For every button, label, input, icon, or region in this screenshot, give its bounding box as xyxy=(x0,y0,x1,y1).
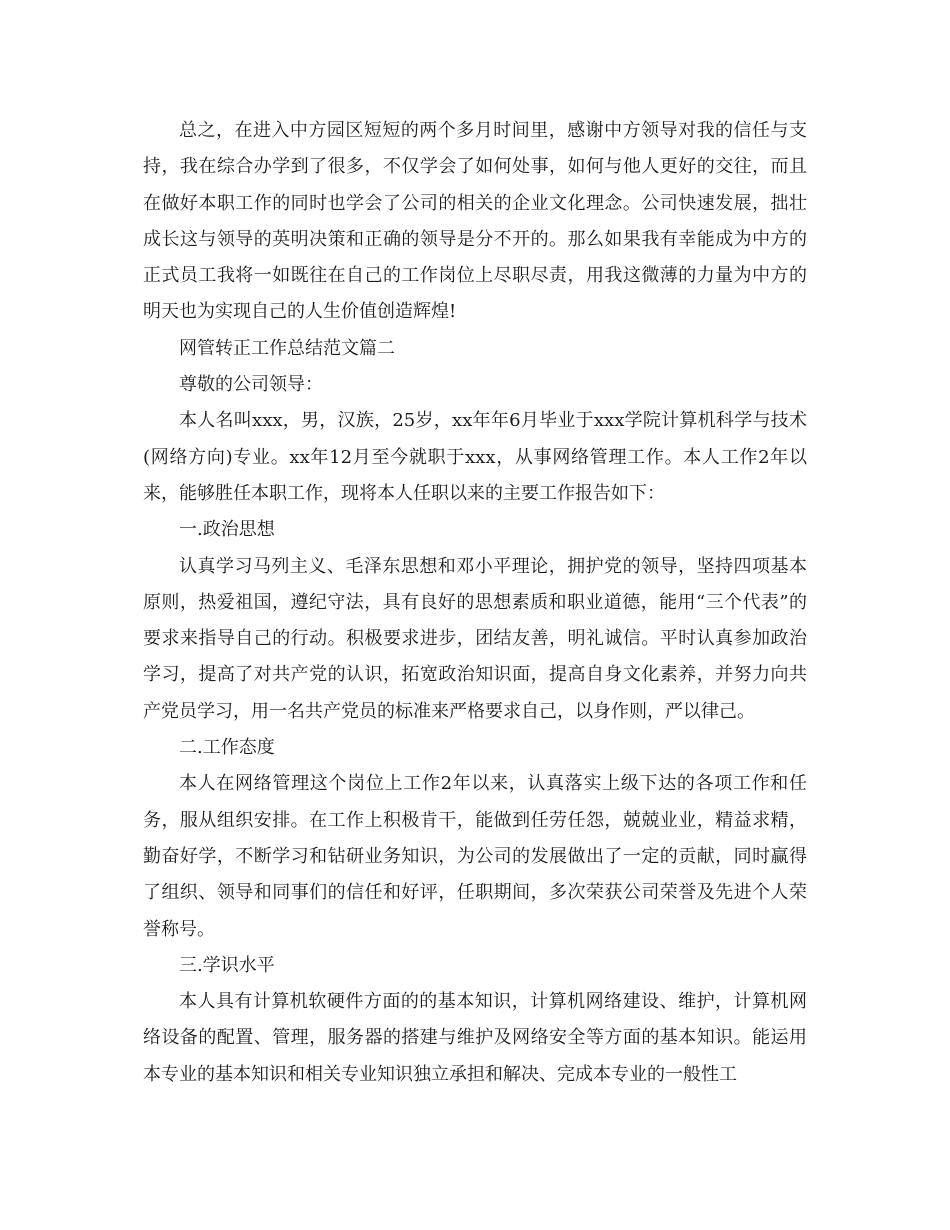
article-title: 网管转正工作总结范文篇二 xyxy=(179,337,395,359)
paragraph-introduction: 本人名叫xxx，男，汉族，25岁，xx年年6月毕业于xxx学院计算机科学与技术(网络方向)专业。xx年12月至今就职于xxx，从事网络管理工作。本人工作2年以来，能够胜任本职工作，现将本人任职以来的主要工作报告如下： xyxy=(143,410,807,504)
paragraph-attitude: 本人在网络管理这个岗位上工作2年以来，认真落实上级下达的各项工作和任务，服从组织安排。在工作上积极肯干，能做到任劳任怨，兢兢业业，精益求精，勤奋好学，不断学习和钻研业务知识，为公司的发展做出了一定的贡献，同时赢得了组织、领导和同事们的信任和好评，任职期间，多次荣获公司荣誉及先进个人荣誉称号。 xyxy=(143,773,807,940)
paragraph-knowledge: 本人具有计算机软硬件方面的的基本知识，计算机网络建设、维护，计算机网络设备的配置、管理，服务器的搭建与维护及网络安全等方面的基本知识。能运用本专业的基本知识和相关专业知识独立承担和解决、完成本专业的一般性工 xyxy=(143,991,807,1085)
section-heading-attitude: 二.工作态度 xyxy=(179,737,275,759)
section-heading-knowledge: 三.学识水平 xyxy=(179,954,275,976)
document-page xyxy=(143,113,807,1093)
section-heading-politics: 一.政治思想 xyxy=(179,519,275,541)
paragraph-politics: 认真学习马列主义、毛泽东思想和邓小平理论，拥护党的领导，坚持四项基本原则，热爱祖国，遵纪守法，具有良好的思想素质和职业道德，能用“三个代表”的要求来指导自己的行动。积极要求进步，团结友善，明礼诚信。平时认真参加政治学习，提高了对共产党的认识，拓宽政治知识面，提高自身文化素养，并努力向共产党员学习，用一名共产党员的标准来严格要求自己，以身作则，严以律己。 xyxy=(143,555,807,722)
paragraph-conclusion: 总之，在进入中方园区短短的两个多月时间里，感谢中方领导对我的信任与支持，我在综合办学到了很多，不仅学会了如何处事，如何与他人更好的交往，而且在做好本职工作的同时也学会了公司的相关的企业文化理念。公司快速发展，拙壮成长这与领导的英明决策和正确的领导是分不开的。那么如果我有幸能成为中方的正式员工我将一如既往在自己的工作岗位上尽职尽责，用我这微薄的力量为中方的明天也为实现自己的人生价值创造辉煌! xyxy=(143,120,807,323)
salutation: 尊敬的公司领导： xyxy=(179,374,323,396)
